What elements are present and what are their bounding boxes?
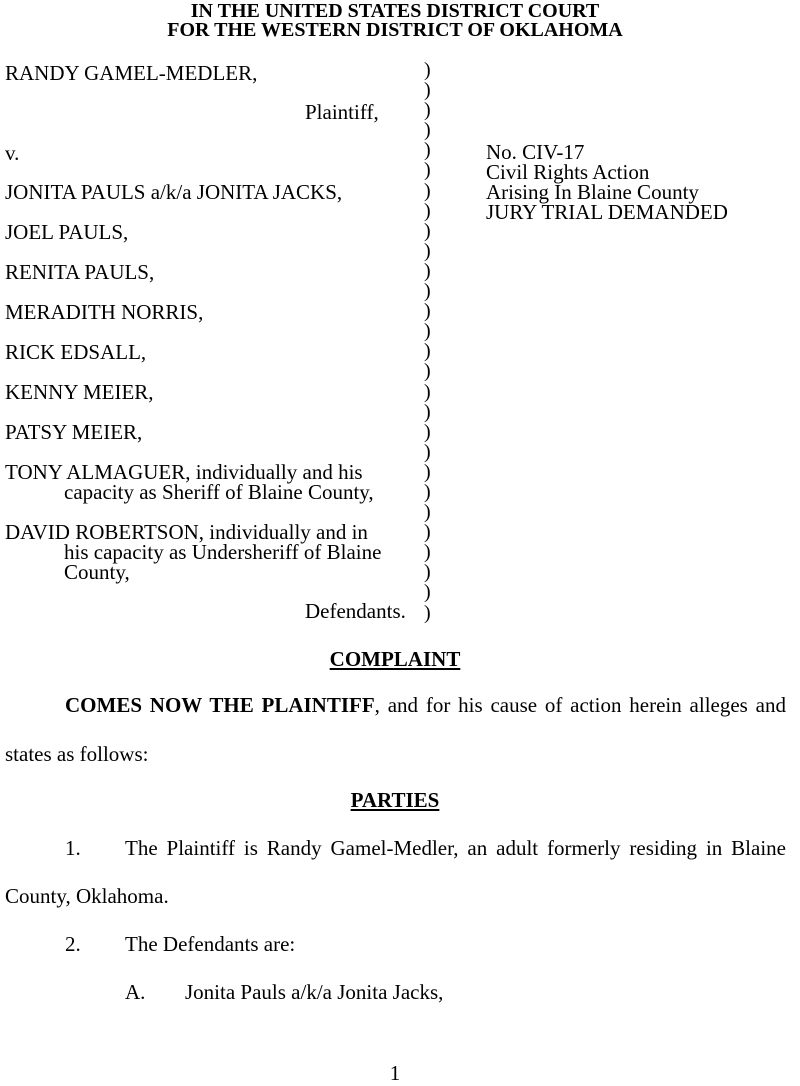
caption-paren: ) xyxy=(424,59,431,81)
caption-paren: ) xyxy=(424,219,431,242)
caption-paren: ) xyxy=(424,400,431,423)
intro-bold: COMES NOW THE PLAINTIFF xyxy=(65,693,375,717)
defendant-item: JONITA PAULS a/k/a JONITA JACKS, xyxy=(5,180,343,204)
defendant-item: PATSY MEIER, xyxy=(5,420,143,444)
para1-line1: The Plaintiff is Randy Gamel-Medler, an adult formerly residing in Blaine xyxy=(125,836,786,860)
complaint-title: COMPLAINT xyxy=(329,647,461,671)
caption-paren: ) xyxy=(424,259,431,282)
court-name-line2: FOR THE WESTERN DISTRICT OF OKLAHOMA xyxy=(167,19,623,41)
caption-paren: ) xyxy=(424,521,431,544)
caption-paren: ) xyxy=(424,601,431,624)
caption-paren: ) xyxy=(424,581,431,604)
caption-paren: ) xyxy=(424,139,431,162)
caption-paren: ) xyxy=(424,119,431,142)
caption-paren: ) xyxy=(424,159,431,182)
caption-paren: ) xyxy=(424,300,431,323)
court-name-line1: IN THE UNITED STATES DISTRICT COURT xyxy=(190,0,600,22)
defendant-robertson-line3: County, xyxy=(64,560,130,584)
case-number: No. CIV-17 xyxy=(486,140,585,164)
caption-paren: ) xyxy=(424,460,431,483)
plaintiff-label: Plaintiff, xyxy=(305,100,379,124)
caption-paren: ) xyxy=(424,340,431,363)
caption-paren: ) xyxy=(424,280,431,303)
para2-text: The Defendants are: xyxy=(125,932,296,956)
caption-paren: ) xyxy=(424,239,431,262)
caption-paren: ) xyxy=(424,360,431,383)
caption-paren: ) xyxy=(424,501,431,524)
intro-line2: states as follows: xyxy=(5,742,149,766)
caption-paren: ) xyxy=(424,179,431,202)
para1-number: 1. xyxy=(65,836,81,860)
caption-paren: ) xyxy=(424,561,431,584)
page-number: 1 xyxy=(389,1061,401,1085)
defendant-robertson-line1: DAVID ROBERTSON, individually and in xyxy=(5,520,368,544)
defendant-item: MERADITH NORRIS, xyxy=(5,300,204,324)
parties-heading: PARTIES xyxy=(350,788,440,812)
para2-number: 2. xyxy=(65,932,81,956)
jury-demand: JURY TRIAL DEMANDED xyxy=(486,200,728,224)
defendant-item: KENNY MEIER, xyxy=(5,380,154,404)
caption-paren: ) xyxy=(424,79,431,102)
subitem-a-text: Jonita Pauls a/k/a Jonita Jacks, xyxy=(185,980,444,1004)
caption-paren: ) xyxy=(424,380,431,403)
defendant-almaguer-line1: TONY ALMAGUER, individually and his xyxy=(5,460,363,484)
caption-paren-column xyxy=(424,60,431,623)
defendant-item: RICK EDSALL, xyxy=(5,340,147,364)
intro-line1 xyxy=(5,694,786,716)
intro-rest: , and for his cause of action herein alleges and xyxy=(374,693,786,717)
caption-paren: ) xyxy=(424,320,431,343)
caption-paren: ) xyxy=(424,440,431,463)
caption-paren: ) xyxy=(424,420,431,443)
caption-paren: ) xyxy=(424,99,431,122)
defendant-robertson-line2: his capacity as Undersheriff of Blaine xyxy=(64,540,382,564)
defendant-item: JOEL PAULS, xyxy=(5,220,129,244)
case-type: Civil Rights Action xyxy=(486,160,650,184)
defendants-label: Defendants. xyxy=(305,599,406,623)
defendant-item: RENITA PAULS, xyxy=(5,260,155,284)
plaintiff-name: RANDY GAMEL-MEDLER, xyxy=(5,61,258,85)
subitem-a-letter: A. xyxy=(125,980,146,1004)
defendant-almaguer-line2: capacity as Sheriff of Blaine County, xyxy=(64,480,374,504)
para1-line2: County, Oklahoma. xyxy=(5,884,169,908)
case-venue: Arising In Blaine County xyxy=(486,180,699,204)
caption-paren: ) xyxy=(424,541,431,564)
caption-paren: ) xyxy=(424,480,431,503)
versus: v. xyxy=(5,141,20,165)
caption-paren: ) xyxy=(424,199,431,222)
